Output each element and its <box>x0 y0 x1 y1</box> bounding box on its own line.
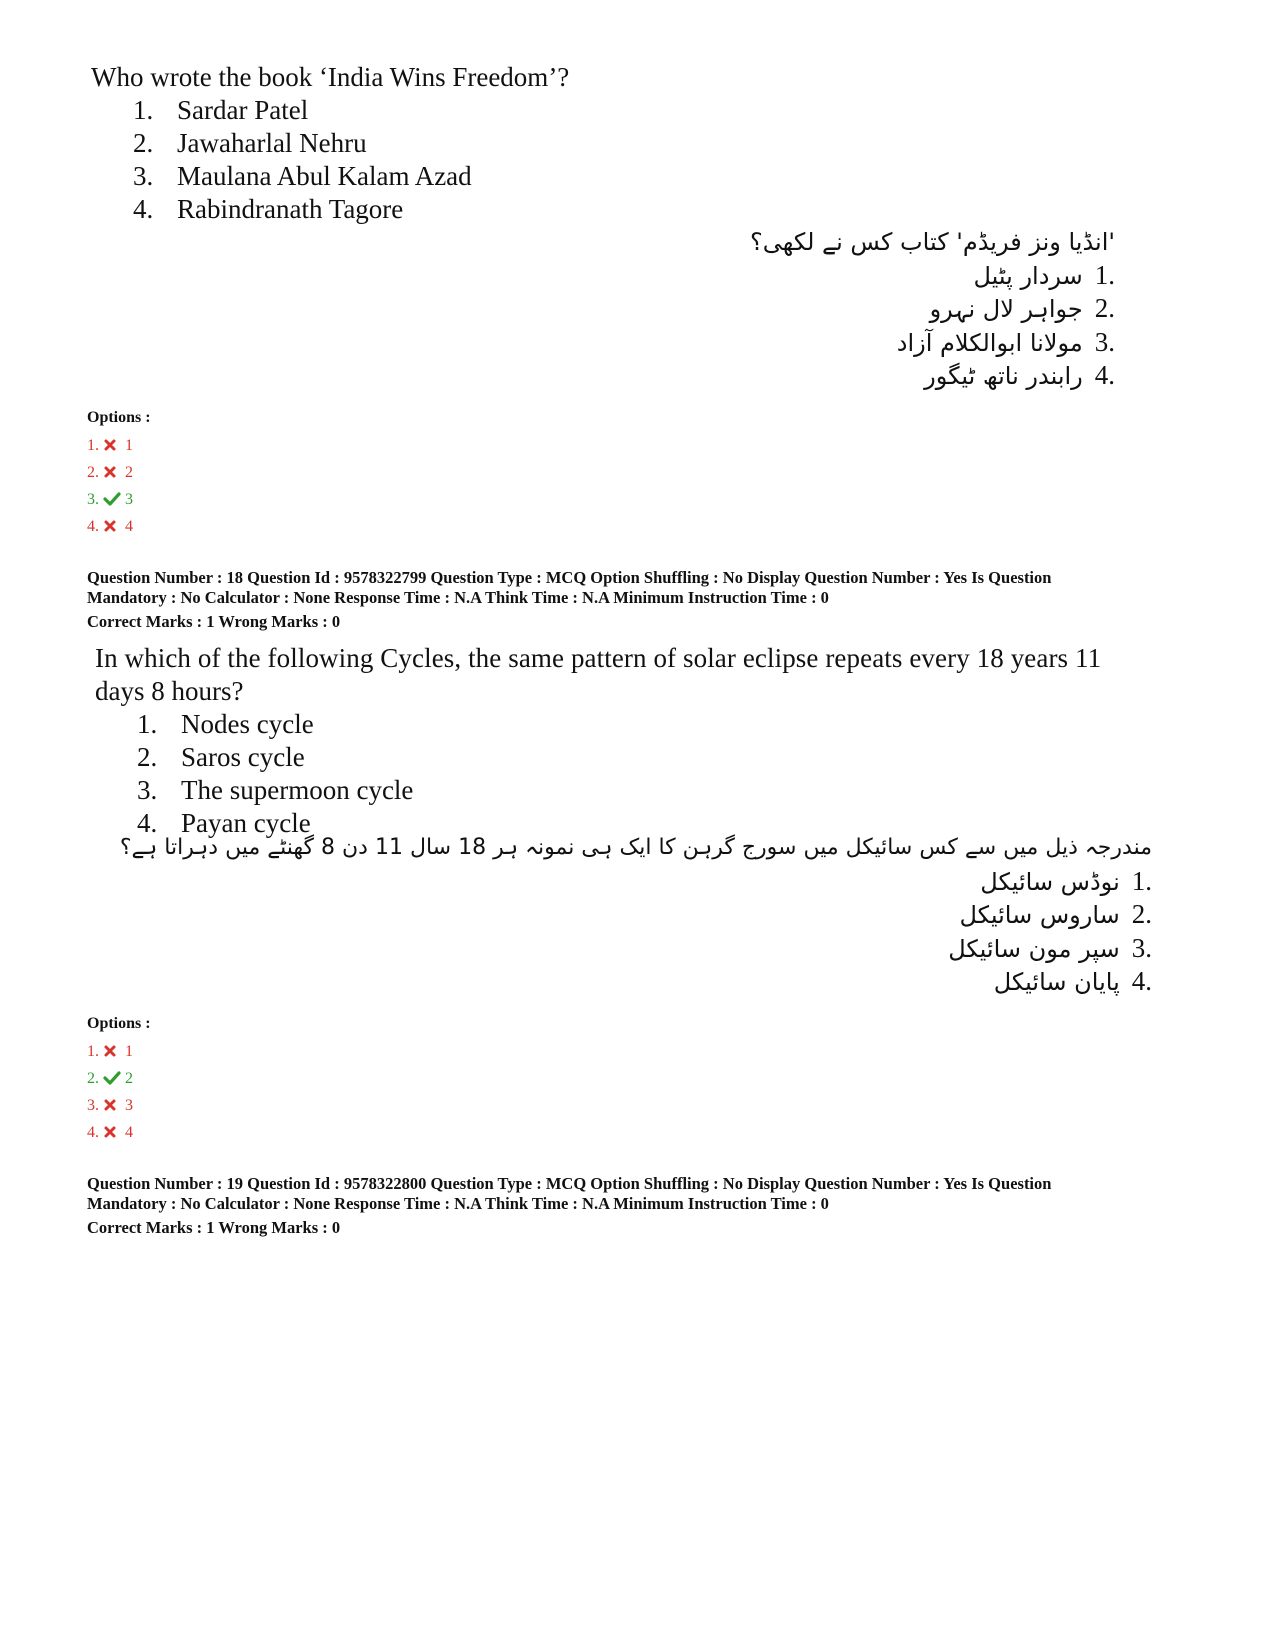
q18-urdu-block <box>120 832 1152 999</box>
q18-options-en <box>137 708 1155 840</box>
q19-meta-line-2: Mandatory : No Calculator : None Response Time : N.A Think Time : N.A Minimum Instruction Time : 0 <box>87 1194 829 1213</box>
q18-stem-en-line-2: days 8 hours? <box>95 676 244 706</box>
q18-english-block <box>95 642 1155 840</box>
q18-stem-ur: مندرجہ ذیل میں سے کس سائیکل میں سورج گرہن کا ایک ہی نمونہ ہر 18 سال 11 دن 8 گھنٹے میں دہراتا ہے؟ <box>119 835 1152 860</box>
cross-icon <box>103 1099 121 1113</box>
list-item: 4.رابندر ناتھ ٹیگور <box>924 360 1115 390</box>
answer-option-1: 1. 1 <box>87 1043 133 1060</box>
q18-meta-line-1: Question Number : 18 Question Id : 9578322799 Question Type : MCQ Option Shuffling : No Display Question Number : Yes Is Question <box>87 568 1052 587</box>
q17-answer-options <box>87 404 151 540</box>
check-icon <box>103 493 121 507</box>
q17-urdu-block <box>750 226 1115 393</box>
cross-icon <box>103 520 121 534</box>
answer-option-4: 4. 4 <box>87 518 133 535</box>
options-header: Options : <box>87 1015 151 1032</box>
check-icon <box>103 1072 121 1086</box>
q18-marks: Correct Marks : 1 Wrong Marks : 0 <box>87 612 341 631</box>
q17-options-en <box>133 94 569 226</box>
q19-marks: Correct Marks : 1 Wrong Marks : 0 <box>87 1218 341 1237</box>
list-item: 1.سردار پٹیل <box>973 259 1115 290</box>
list-item: 1.نوڈس سائیکل <box>980 865 1152 896</box>
answer-option-3: 3. 3 <box>87 491 133 508</box>
cross-icon <box>103 439 121 453</box>
list-item: 2. Jawaharlal Nehru <box>133 128 367 158</box>
list-item: 3.سپر مون سائیکل <box>948 932 1152 963</box>
answer-option-3: 3. 3 <box>87 1097 133 1114</box>
list-item: 3. Maulana Abul Kalam Azad <box>133 161 472 191</box>
answer-option-2: 2. 2 <box>87 1070 133 1087</box>
list-item: 3. The supermoon cycle <box>137 775 414 805</box>
q19-meta-line-1: Question Number : 19 Question Id : 9578322800 Question Type : MCQ Option Shuffling : No Display Question Number : Yes Is Question <box>87 1174 1052 1193</box>
q17-stem-en: Who wrote the book ‘India Wins Freedom’? <box>91 62 570 92</box>
list-item: 4. Rabindranath Tagore <box>133 194 404 224</box>
list-item: 1. Nodes cycle <box>137 709 314 739</box>
list-item: 4.پایان سائیکل <box>993 966 1152 996</box>
list-item: 2.ساروس سائیکل <box>959 899 1152 929</box>
cross-icon <box>103 1045 121 1059</box>
list-item: 2.جواہر لال نہرو <box>929 293 1115 323</box>
q18-answer-options <box>87 1010 151 1146</box>
options-header: Options : <box>87 409 151 426</box>
list-item: 1. Sardar Patel <box>133 95 309 125</box>
list-item: 2. Saros cycle <box>137 742 305 772</box>
q19-meta <box>87 1174 1207 1238</box>
cross-icon <box>103 1126 121 1140</box>
answer-option-4: 4. 4 <box>87 1124 133 1141</box>
cross-icon <box>103 466 121 480</box>
list-item: 4. Payan cycle <box>137 808 311 838</box>
q18-meta-line-2: Mandatory : No Calculator : None Response Time : N.A Think Time : N.A Minimum Instruction Time : 0 <box>87 588 829 607</box>
list-item: 3.مولانا ابوالکلام آزاد <box>896 326 1115 357</box>
q18-meta <box>87 568 1207 632</box>
q18-stem-en-line-1: In which of the following Cycles, the same pattern of solar eclipse repeats every 18 years 11 <box>95 643 1102 673</box>
answer-option-1: 1. 1 <box>87 437 133 454</box>
q17-english-block <box>91 61 569 226</box>
answer-option-2: 2. 2 <box>87 464 133 481</box>
q17-stem-ur: 'انڈیا ونز فریڈم' کتاب کس نے لکھی؟ <box>750 228 1115 256</box>
